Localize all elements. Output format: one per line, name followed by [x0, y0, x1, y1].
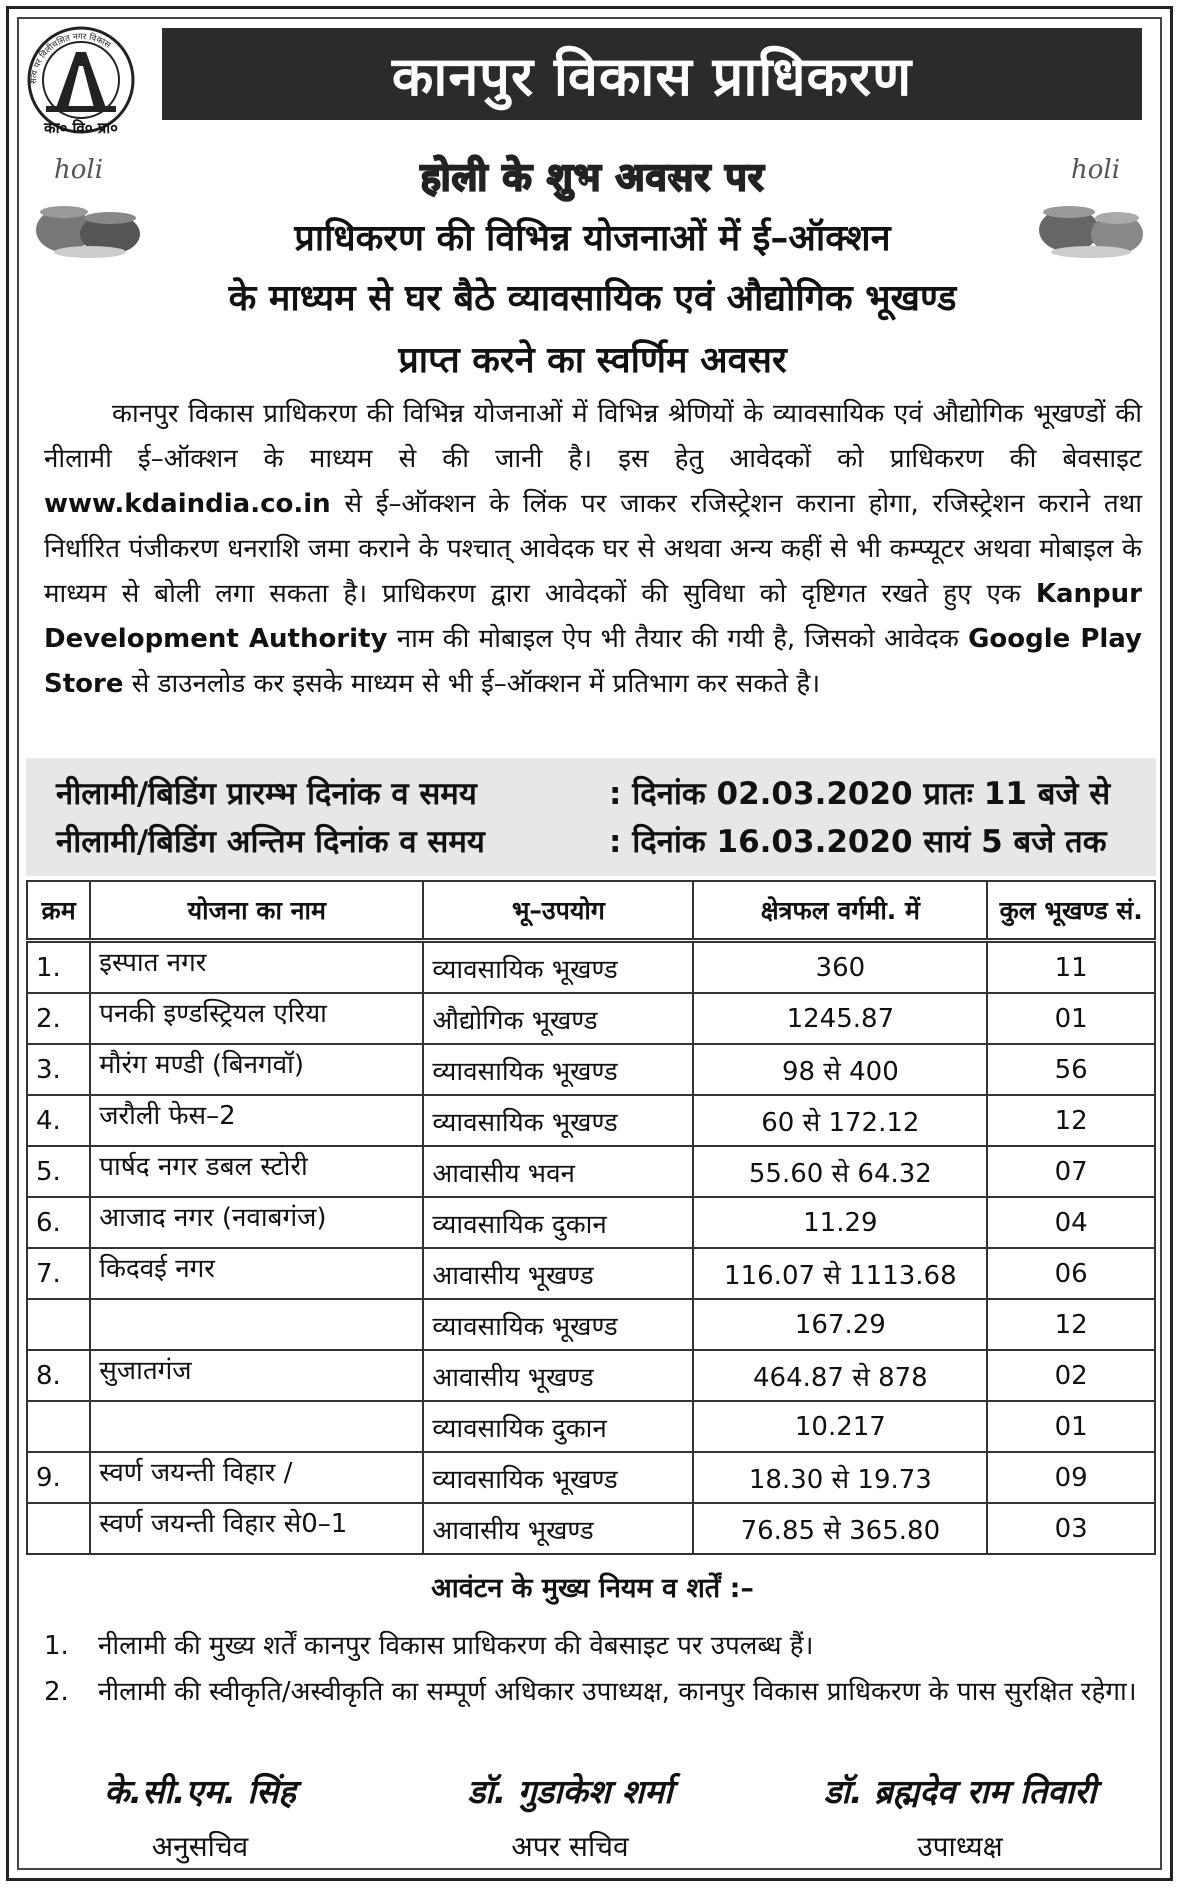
cell-serial: 4. — [27, 1095, 90, 1146]
cell-serial: 2. — [27, 993, 90, 1044]
rule-number: 2. — [44, 1677, 69, 1707]
signatory-under-secretary — [60, 1768, 340, 1865]
rule-number: 1. — [44, 1631, 69, 1661]
cell-serial — [27, 1401, 90, 1452]
cell-land-use: आवासीय भूखण्ड — [423, 1248, 693, 1299]
col-header-scheme: योजना का नाम — [90, 881, 423, 941]
table-row — [27, 1044, 1155, 1095]
start-date-value: : दिनांक 02.03.2020 प्रातः 11 बजे से — [609, 776, 1111, 812]
rule-text: नीलामी की स्वीकृति/अस्वीकृति का सम्पूर्ण अधिकार उपाध्यक्ष, कानपुर विकास प्राधिकरण के पास सुरक्षित रहेगा। — [98, 1677, 1137, 1707]
col-header-serial: क्रम — [27, 881, 90, 941]
cell-area: 464.87 से 878 — [693, 1350, 987, 1401]
cell-serial: 5. — [27, 1146, 90, 1197]
logo-arc-text: सत्य पर विलीचसित नगर विकास — [28, 31, 113, 85]
website-link[interactable]: www.kdaindia.co.in — [44, 489, 331, 519]
headline-line-2: के माध्यम से घर बैठे व्यावसायिक एवं औद्योगिक भूखण्ड — [228, 278, 957, 319]
cell-land-use: व्यावसायिक दुकान — [423, 1197, 693, 1248]
start-date-row — [56, 772, 1110, 814]
cell-area: 116.07 से 1113.68 — [693, 1248, 987, 1299]
cell-count: 02 — [987, 1350, 1155, 1401]
table-row — [27, 1503, 1155, 1554]
signatory-designation: उपाध्यक्ष — [917, 1830, 1003, 1863]
auction-dates-box — [26, 758, 1156, 876]
table-row — [27, 1146, 1155, 1197]
cell-scheme: पनकी इण्डस्ट्रियल एरिया — [90, 993, 423, 1044]
cell-area: 55.60 से 64.32 — [693, 1146, 987, 1197]
cell-count: 12 — [987, 1095, 1155, 1146]
body-text-2: से ई–ऑक्शन के लिंक पर जाकर रजिस्ट्रेशन कराना होगा, रजिस्ट्रेशन कराने तथा निर्धारित पंजीकरण धनराशि जमा कराने के पश्चात् आवेदक घर से अथवा अन्य कहीं से भी कम्प्यूटर अथवा मोबाइल के माध्यम से बोली लगा सकता है। प्राधिकरण द्वारा आवेदकों की सुविधा को दृष्टिगत रखते हुए एक — [44, 489, 1143, 609]
end-date-value: : दिनांक 16.03.2020 सायं 5 बजे तक — [609, 824, 1107, 860]
table-header-row — [27, 881, 1155, 941]
page-title: कानपुर विकास प्राधिकरण — [162, 28, 1142, 120]
cell-area: 1245.87 — [693, 993, 987, 1044]
cell-serial — [27, 1299, 90, 1350]
headline-line-1: प्राधिकरण की विभिन्न योजनाओं में ई–ऑक्शन — [294, 218, 891, 259]
signatory-name: के.सी.एम. सिंह — [104, 1772, 296, 1811]
body-paragraph — [44, 392, 1142, 707]
table-row — [27, 1350, 1155, 1401]
cell-area: 60 से 172.12 — [693, 1095, 987, 1146]
rules-heading: आवंटन के मुख्य नियम व शर्तें :– — [431, 1573, 754, 1604]
cell-area: 167.29 — [693, 1299, 987, 1350]
signatory-additional-secretary — [410, 1768, 730, 1865]
cell-serial: 6. — [27, 1197, 90, 1248]
headline-line-3: प्राप्त करने का स्वर्णिम अवसर — [398, 340, 787, 381]
cell-scheme: आजाद नगर (नवाबगंज) — [90, 1197, 423, 1248]
start-date-label: नीलामी/बिडिंग प्रारम्भ दिनांक व समय — [56, 776, 477, 812]
cell-area: 98 से 400 — [693, 1044, 987, 1095]
occasion-heading: होली के शुभ अवसर पर — [420, 155, 765, 199]
cell-scheme: जरौली फेस–2 — [90, 1095, 423, 1146]
table-row — [27, 1401, 1155, 1452]
signatory-designation: अपर सचिव — [511, 1830, 629, 1863]
rule-item — [44, 1672, 1144, 1712]
cell-land-use: व्यावसायिक भूखण्ड — [423, 1299, 693, 1350]
cell-scheme: इस्पात नगर — [90, 941, 423, 994]
end-date-label: नीलामी/बिडिंग अन्तिम दिनांक व समय — [56, 824, 485, 860]
table-row — [27, 1197, 1155, 1248]
cell-land-use: व्यावसायिक भूखण्ड — [423, 1452, 693, 1503]
table-row — [27, 941, 1155, 994]
cell-land-use: आवासीय भूखण्ड — [423, 1503, 693, 1554]
signatory-vice-chairman — [770, 1768, 1150, 1865]
col-header-count: कुल भूखण्ड सं. — [987, 881, 1155, 941]
holi-word-left: holi — [54, 155, 104, 185]
holi-word-right: holi — [1071, 155, 1121, 185]
table-row — [27, 1452, 1155, 1503]
cell-count: 03 — [987, 1503, 1155, 1554]
cell-count: 01 — [987, 1401, 1155, 1452]
cell-count: 04 — [987, 1197, 1155, 1248]
table-row — [27, 1095, 1155, 1146]
store-name: Google Play Store — [44, 624, 1142, 699]
cell-scheme: स्वर्ण जयन्ती विहार / — [90, 1452, 423, 1503]
logo-caption: का० वि० प्रा० — [44, 119, 118, 137]
cell-count: 07 — [987, 1146, 1155, 1197]
rule-text: नीलामी की मुख्य शर्तें कानपुर विकास प्राधिकरण की वेबसाइट पर उपलब्ध हैं। — [98, 1631, 814, 1661]
table-row — [27, 1299, 1155, 1350]
cell-land-use: व्यावसायिक भूखण्ड — [423, 1044, 693, 1095]
cell-count: 56 — [987, 1044, 1155, 1095]
cell-serial: 7. — [27, 1248, 90, 1299]
cell-land-use: व्यावसायिक भूखण्ड — [423, 941, 693, 994]
cell-serial: 1. — [27, 941, 90, 994]
cell-land-use: औद्योगिक भूखण्ड — [423, 993, 693, 1044]
rule-item — [44, 1626, 1144, 1666]
col-header-land-use: भू–उपयोग — [423, 881, 693, 941]
cell-land-use: व्यावसायिक भूखण्ड — [423, 1095, 693, 1146]
app-name: Kanpur Development Authority — [44, 579, 1142, 654]
body-text-4: से डाउनलोड कर इसके माध्यम से भी ई–ऑक्शन में प्रतिभाग कर सकते है। — [131, 669, 821, 699]
cell-scheme: मौरंग मण्डी (बिनगवॉ) — [90, 1044, 423, 1095]
body-text-1: कानपुर विकास प्राधिकरण की विभिन्न योजनाओं में विभिन्न श्रेणियों के व्यावसायिक एवं औद्योगिक भूखण्डों की नीलामी ई–ऑक्शन के माध्यम से की जानी है। इस हेतु आवेदकों को प्राधिकरण की बेवसाइट — [44, 399, 1142, 474]
signatory-designation: अनुसचिव — [151, 1830, 249, 1863]
cell-land-use: आवासीय भवन — [423, 1146, 693, 1197]
cell-scheme — [90, 1401, 423, 1452]
cell-count: 09 — [987, 1452, 1155, 1503]
cell-land-use: व्यावसायिक दुकान — [423, 1401, 693, 1452]
cell-area: 360 — [693, 941, 987, 994]
cell-area: 10.217 — [693, 1401, 987, 1452]
cell-count: 12 — [987, 1299, 1155, 1350]
cell-scheme: सुजातगंज — [90, 1350, 423, 1401]
cell-area: 11.29 — [693, 1197, 987, 1248]
cell-scheme: किदवई नगर — [90, 1248, 423, 1299]
cell-serial — [27, 1503, 90, 1554]
signatory-name: डॉ. ब्रह्मदेव राम तिवारी — [823, 1772, 1097, 1811]
cell-count: 11 — [987, 941, 1155, 994]
col-header-area: क्षेत्रफल वर्गमी. में — [693, 881, 987, 941]
plots-table — [26, 880, 1156, 1555]
cell-scheme: स्वर्ण जयन्ती विहार से0–1 — [90, 1503, 423, 1554]
cell-area: 18.30 से 19.73 — [693, 1452, 987, 1503]
body-text-3: नाम की मोबाइल ऐप भी तैयार की गयी है, जिसको आवेदक — [396, 624, 959, 654]
cell-serial: 3. — [27, 1044, 90, 1095]
cell-scheme — [90, 1299, 423, 1350]
table-row — [27, 993, 1155, 1044]
cell-serial: 9. — [27, 1452, 90, 1503]
end-date-row — [56, 820, 1107, 862]
cell-land-use: आवासीय भूखण्ड — [423, 1350, 693, 1401]
cell-area: 76.85 से 365.80 — [693, 1503, 987, 1554]
signatory-name: डॉ. गुडाकेश शर्मा — [467, 1772, 673, 1811]
cell-count: 06 — [987, 1248, 1155, 1299]
cell-scheme: पार्षद नगर डबल स्टोरी — [90, 1146, 423, 1197]
cell-serial: 8. — [27, 1350, 90, 1401]
cell-count: 01 — [987, 993, 1155, 1044]
table-row — [27, 1248, 1155, 1299]
